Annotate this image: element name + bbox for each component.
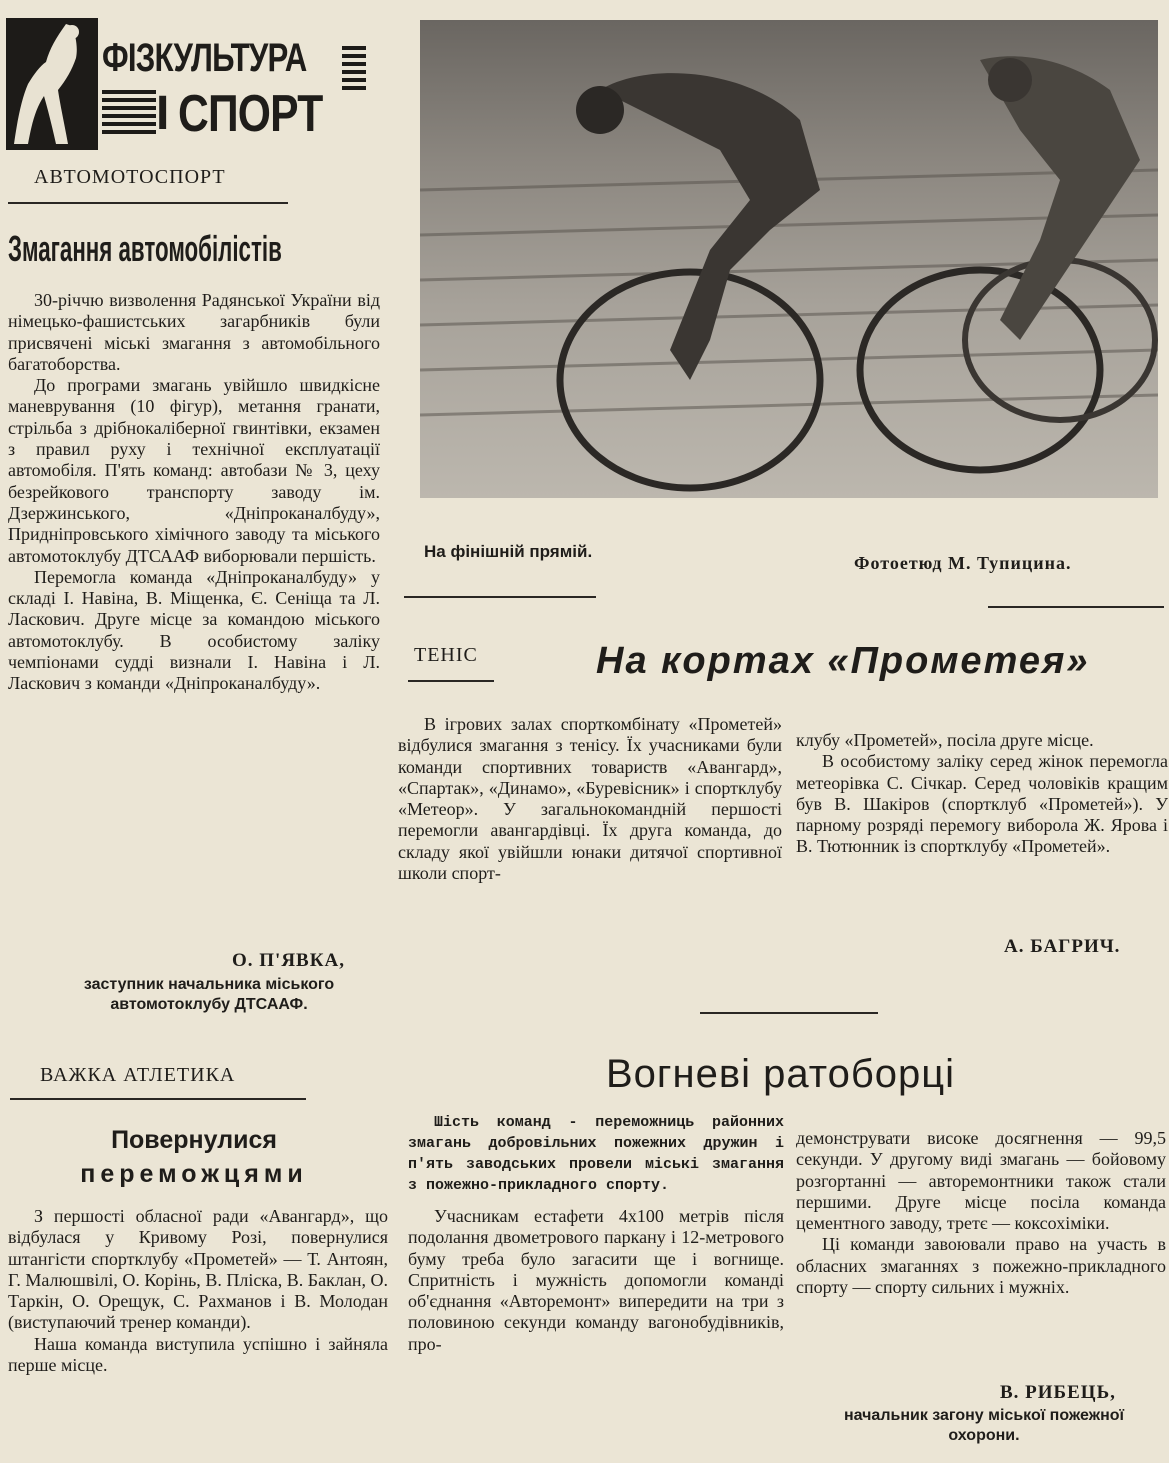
athlete-logo-icon bbox=[6, 18, 98, 150]
masthead bbox=[6, 18, 368, 150]
weight-title-line2: переможцями bbox=[80, 1160, 308, 1188]
weight-section-label: ВАЖКА АТЛЕТИКА bbox=[40, 1064, 236, 1086]
auto-title: Змагання автомобілістів bbox=[8, 228, 282, 269]
masthead-line2: СПОРТ bbox=[178, 85, 323, 143]
weight-paragraph-1: З першості обласної ради «Авангард», що відбулася у Кривому Розі, повернулися штангісти спортклубу «Прометей» — Т. Антоян, Г. Малюшвілі, О. Корінь, В. Пліска, В. Баклан, О. Таркін, О. Орещук, С. Рахманов і В. Молодан (виступаючий тренер команди). bbox=[8, 1206, 388, 1333]
tennis-text-2: клубу «Прометей», посіла друге місце. bbox=[796, 730, 1094, 750]
masthead-conjunction: І bbox=[156, 87, 170, 140]
weight-paragraph-2: Наша команда виступила успішно і зайняла перше місце. bbox=[8, 1333, 388, 1376]
tennis-end-rule bbox=[700, 1012, 878, 1014]
cyclists-image bbox=[420, 20, 1158, 498]
auto-body bbox=[8, 290, 380, 695]
tennis-column-2 bbox=[796, 730, 1168, 858]
auto-author-role: заступник начальника міського автомотоклубу ДТСААФ. bbox=[83, 976, 335, 1013]
auto-paragraph-1: 30-річчю визволення Радянської України від німецько-фашистських загарбників були присвячені міські змагання з автомобільного багатоборства. bbox=[8, 290, 380, 374]
auto-section-label: АВТОМОТОСПОРТ bbox=[34, 166, 226, 188]
auto-author: О. П'ЯВКА, bbox=[232, 950, 345, 971]
tennis-text-3: В особистому заліку серед жінок перемогла метеорівка С. Січкар. Серед чоловіків кращим був В. Шакіров (спортклуб «Прометей»). У парному розряді перемогу виборола Ж. Ярова і В. Тютюнник із спортклубу «Прометей». bbox=[796, 751, 1168, 857]
fire-paragraph-1: Шість команд - переможниць районних змагань добровільних пожежних дружин і п'ять заводських провели міські змагання з пожежно-прикладного спорту. bbox=[408, 1114, 784, 1194]
fire-author: В. РИБЕЦЬ, bbox=[1000, 1382, 1116, 1403]
fire-author-role: начальник загону міської пожежної охорони. bbox=[843, 1407, 1125, 1444]
auto-paragraph-2: До програми змагань увійшло швидкісне маневрування (10 фігур), метання гранати, стрільба з дрібнокаліберної гвинтівки, екзамен з правил руху і технічної експлуатації автомобіля. П'ять команд: автобази № 3, цеху безрейкового транспорту заводу ім. Дзержинського, «Дніпроканалбуду», Придніпровського хімічного заводу та міського автомотоклубу ДТСААФ виборювали першість. bbox=[8, 375, 380, 566]
tennis-title: На кортах «Прометея» bbox=[596, 640, 1090, 682]
tennis-column-1 bbox=[398, 714, 782, 884]
tennis-author: А. БАГРИЧ. bbox=[1004, 936, 1121, 957]
tennis-section-label: ТЕНІС bbox=[414, 644, 478, 666]
fire-column-1 bbox=[408, 1112, 784, 1355]
tennis-text-1: В ігрових залах спорткомбінату «Прометей» відбулися змагання з тенісу. Їх учасниками були команди спортивних товариств «Авангард», «Спартак», «Динамо», «Буревісник» і спортклубу «Метеор». У загальнокомандній першості перемогли авангардівці. Їх друга команда, до складу якої увійшли юнаки дитячої спортивної школи спорт- bbox=[398, 714, 782, 884]
fire-paragraph-3: демонструвати високе досягнення — 99,5 секунди. У другому виді змагань — бойовому розгортанні — авторемонтники також стали першими. Друге місце посіла команда цементного заводу, третє — коксохіміки. bbox=[796, 1128, 1166, 1234]
cycling-photo bbox=[420, 20, 1158, 498]
auto-paragraph-3: Перемогла команда «Дніпроканалбуду» у складі І. Навіна, В. Міщенка, Є. Сеніща та Л. Ласкович. Друге місце за командою міського автомотоклубу. В особистому заліку чемпіонами судді визнали І. Навіна і Л. Ласкович з команди «Дніпроканалбуду». bbox=[8, 566, 380, 694]
masthead-side-bars bbox=[342, 46, 366, 90]
weight-section-rule bbox=[10, 1098, 306, 1100]
tennis-section-rule bbox=[408, 680, 494, 682]
photo-rule-left bbox=[404, 596, 596, 598]
masthead-bars bbox=[102, 90, 156, 138]
fire-title: Вогневі ратоборці bbox=[606, 1052, 956, 1096]
fire-column-2 bbox=[796, 1128, 1166, 1298]
weight-title-line1: Повернулися bbox=[111, 1126, 277, 1154]
photo-caption: На фінішній прямій. bbox=[424, 542, 593, 561]
masthead-line1: ФІЗКУЛЬТУРА bbox=[102, 36, 307, 80]
auto-section-rule bbox=[8, 202, 288, 204]
fire-paragraph-4: Ці команди завоювали право на участь в обласних змаганнях з пожежно-прикладного спорту — спорту сильних і мужніх. bbox=[796, 1234, 1166, 1298]
fire-paragraph-2: Учасникам естафети 4х100 метрів після подолання двометрового паркану і 12-метрового буму треба було загасити ще і вогнище. Спритність і мужність допомогли команді об'єднання «Авторемонт» випередити на три з половиною секунди команду вагонобудівників, про- bbox=[408, 1206, 784, 1354]
photo-credit: Фотоетюд М. Тупицина. bbox=[854, 553, 1072, 573]
weight-body bbox=[8, 1206, 388, 1376]
photo-rule-right bbox=[988, 606, 1164, 608]
